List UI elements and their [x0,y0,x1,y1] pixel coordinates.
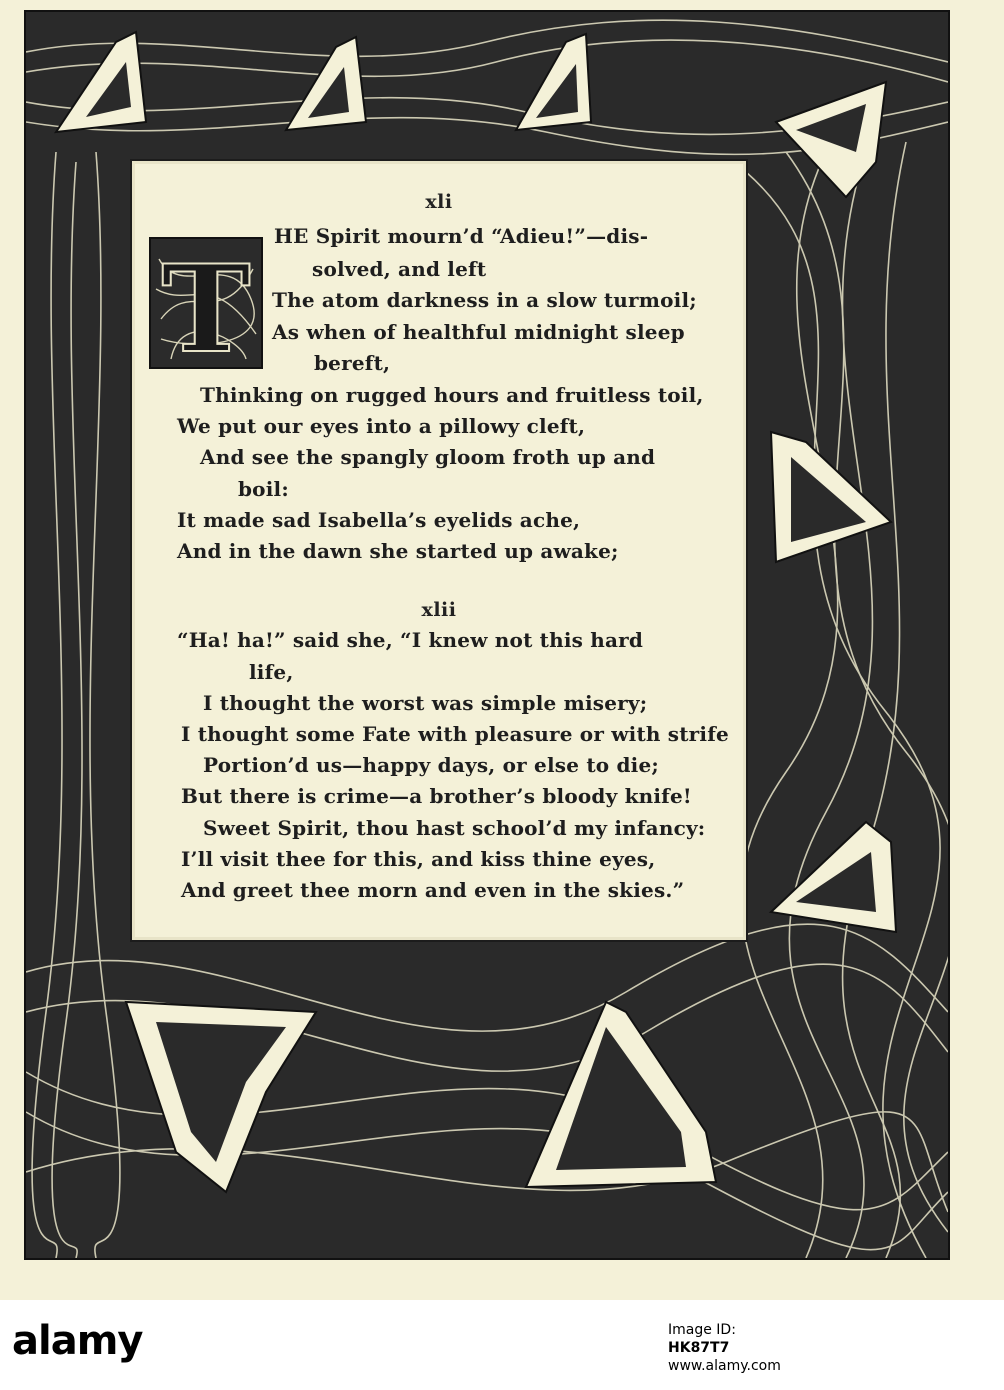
verse-line: I thought some Fate with pleasure or with strife [181,722,729,746]
verse-line: solved, and left [312,257,487,281]
verse-line: life, [249,660,294,684]
verse-line: “Ha! ha!” said she, “I knew not this hard [177,628,644,652]
verse-line: boil: [238,477,289,501]
verse-line: I’ll visit thee for this, and kiss thine eyes, [181,847,656,871]
decorative-border [24,10,950,1260]
verse-line: bereft, [314,351,391,375]
verse-line: HE Spirit mourn’d “Adieu!”—dis- [274,224,649,248]
alamy-logo: alamy [12,1318,143,1364]
image-id-label: Image ID: [668,1322,736,1338]
image-id: HK87T7 [668,1340,730,1356]
verse-line: Sweet Spirit, thou hast school’d my infancy: [203,816,706,840]
svg-text:T: T [161,239,251,367]
stanza-number-xli: xli [425,191,453,213]
verse-line: We put our eyes into a pillowy cleft, [177,414,586,438]
verse-line: It made sad Isabella’s eyelids ache, [177,508,581,532]
verse-line: Thinking on rugged hours and fruitless toil, [200,383,704,407]
dropcap-ornament-icon [151,239,261,367]
watermark-strip [0,1300,1004,1390]
text-panel [132,161,746,940]
verse-line: The atom darkness in a slow turmoil; [272,288,697,312]
dropcap-T [149,237,263,369]
verse-line: And in the dawn she started up awake; [177,539,619,563]
verse-line: Portion’d us—happy days, or else to die; [203,753,659,777]
verse-line: I thought the worst was simple misery; [203,691,648,715]
stanza-number-xlii: xlii [421,599,457,621]
site-url: www.alamy.com [668,1358,781,1374]
verse-line: And see the spangly gloom froth up and [200,445,656,469]
verse-line: But there is crime—a brother’s bloody knife! [181,784,692,808]
verse-line: As when of healthful midnight sleep [272,320,685,344]
verse-line: And greet thee morn and even in the skies.” [181,878,685,902]
